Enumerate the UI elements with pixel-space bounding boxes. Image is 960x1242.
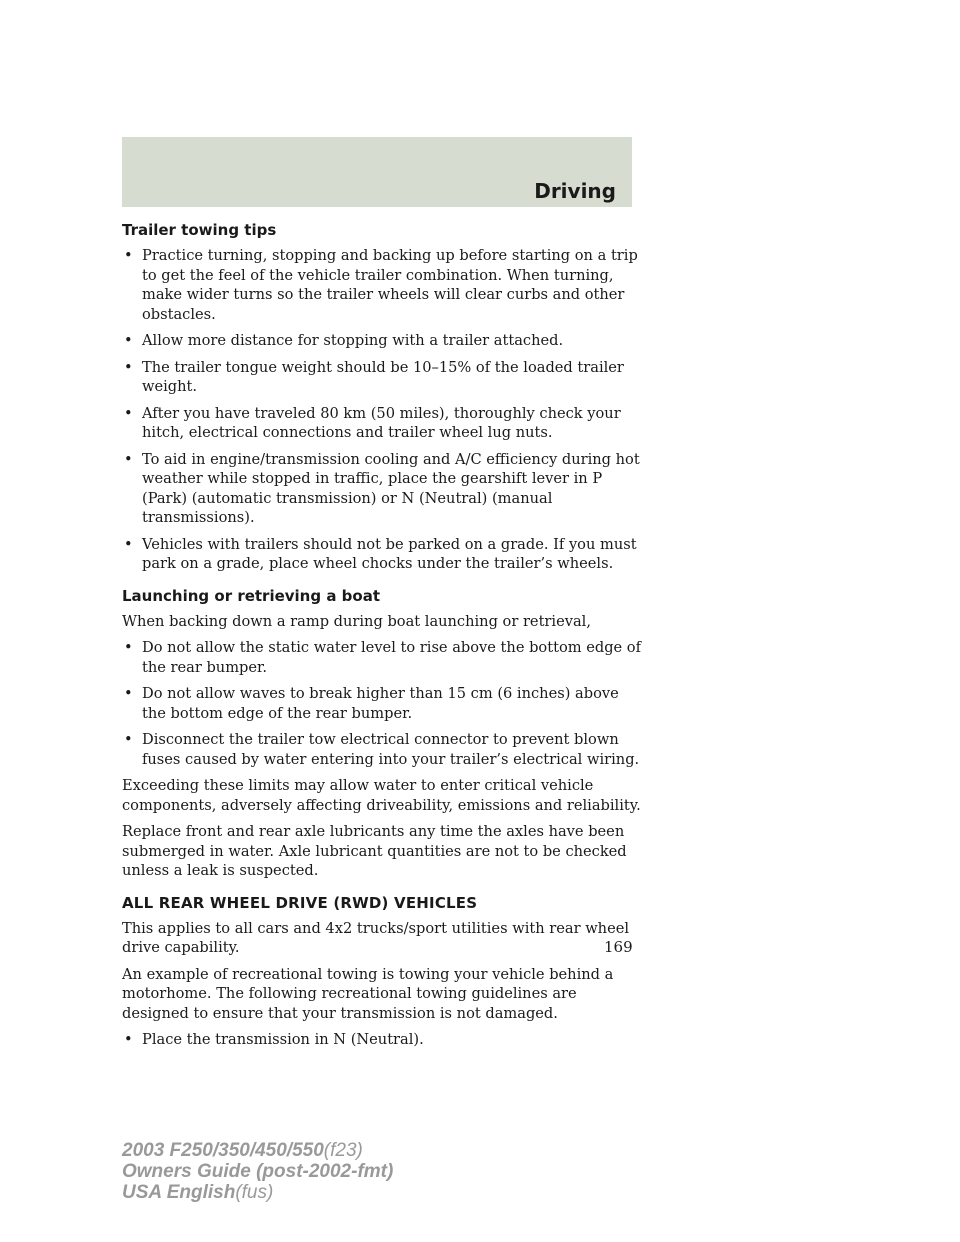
rwd-paragraph-example: An example of recreational towing is towing your vehicle behind a motorhome. The following recreational towing guidelines are designed to ensure that your transmission is not damaged.: [122, 965, 614, 1022]
bullet-icon: •: [124, 639, 133, 656]
list-item: • The trailer tongue weight should be 10–15% of the loaded trailer weight.: [124, 358, 624, 395]
document-footer: [122, 1140, 393, 1203]
list-item: • Vehicles with trailers should not be parked on a grade. If you must park on a grade, place wheel chocks under the trailer’s wheels.: [124, 535, 637, 572]
bullet-icon: •: [124, 535, 133, 553]
list-item: • Do not allow waves to break higher than 15 cm (6 inches) above the bottom edge of the rear bumper.: [124, 685, 619, 722]
bullet-icon: •: [124, 685, 133, 702]
page-content: [122, 220, 642, 1057]
page-number: 169: [604, 938, 633, 956]
footer-line-model: 2003 F250/350/450/550(f23): [122, 1140, 363, 1161]
list-item: • Allow more distance for stopping with a trailer attached.: [124, 332, 564, 349]
boat-intro: When backing down a ramp during boat launching or retrieval,: [122, 612, 591, 630]
list-item: • Practice turning, stopping and backing up before starting on a trip to get the feel of the vehicle trailer combination. When turning, make wider turns so the trailer wheels will clear curbs and other obstacles.: [124, 247, 638, 323]
footer-line-guide: Owners Guide (post-2002-fmt): [122, 1161, 394, 1182]
footer-line-language: USA English(fus): [122, 1182, 274, 1203]
bullet-icon: •: [124, 404, 133, 422]
boat-paragraph-axle: Replace front and rear axle lubricants any time the axles have been submerged in water. Axle lubricant quantities are not to be checked unless a leak is suspected.: [122, 823, 627, 879]
boat-paragraph-limits: Exceeding these limits may allow water to enter critical vehicle components, adversely affecting driveability, emissions and reliability.: [122, 777, 641, 814]
list-item: • After you have traveled 80 km (50 miles), thoroughly check your hitch, electrical connections and trailer wheel lug nuts.: [124, 404, 621, 441]
bullet-icon: •: [124, 247, 133, 264]
bullet-icon: •: [124, 1031, 133, 1048]
bullet-icon: •: [124, 450, 133, 468]
list-item: • To aid in engine/transmission cooling and A/C efficiency during hot weather while stopped in traffic, place the gearshift lever in P (Park) (automatic transmission) or N (Neutral) (manual transmissions).: [124, 450, 640, 526]
bullet-icon: •: [124, 358, 133, 376]
boat-list: [122, 638, 642, 769]
bullet-icon: •: [124, 731, 133, 748]
list-item: • Place the transmission in N (Neutral).: [124, 1031, 424, 1048]
section-title: Driving: [534, 179, 616, 203]
rwd-list: [122, 1030, 642, 1050]
rwd-paragraph-applies: This applies to all cars and 4x2 trucks/sport utilities with rear wheel drive capability.: [122, 919, 630, 956]
section-header-band: [122, 137, 632, 207]
heading-trailer-towing-tips: Trailer towing tips: [122, 221, 277, 239]
heading-launching-boat: Launching or retrieving a boat: [122, 586, 381, 605]
bullet-icon: •: [124, 332, 133, 349]
heading-rwd-vehicles: ALL REAR WHEEL DRIVE (RWD) VEHICLES: [122, 893, 478, 912]
list-item: • Disconnect the trailer tow electrical connector to prevent blown fuses caused by water entering into your trailer’s electrical wiring.: [124, 731, 640, 768]
trailer-tips-list: [122, 246, 642, 574]
list-item: • Do not allow the static water level to rise above the bottom edge of the rear bumper.: [124, 639, 641, 676]
